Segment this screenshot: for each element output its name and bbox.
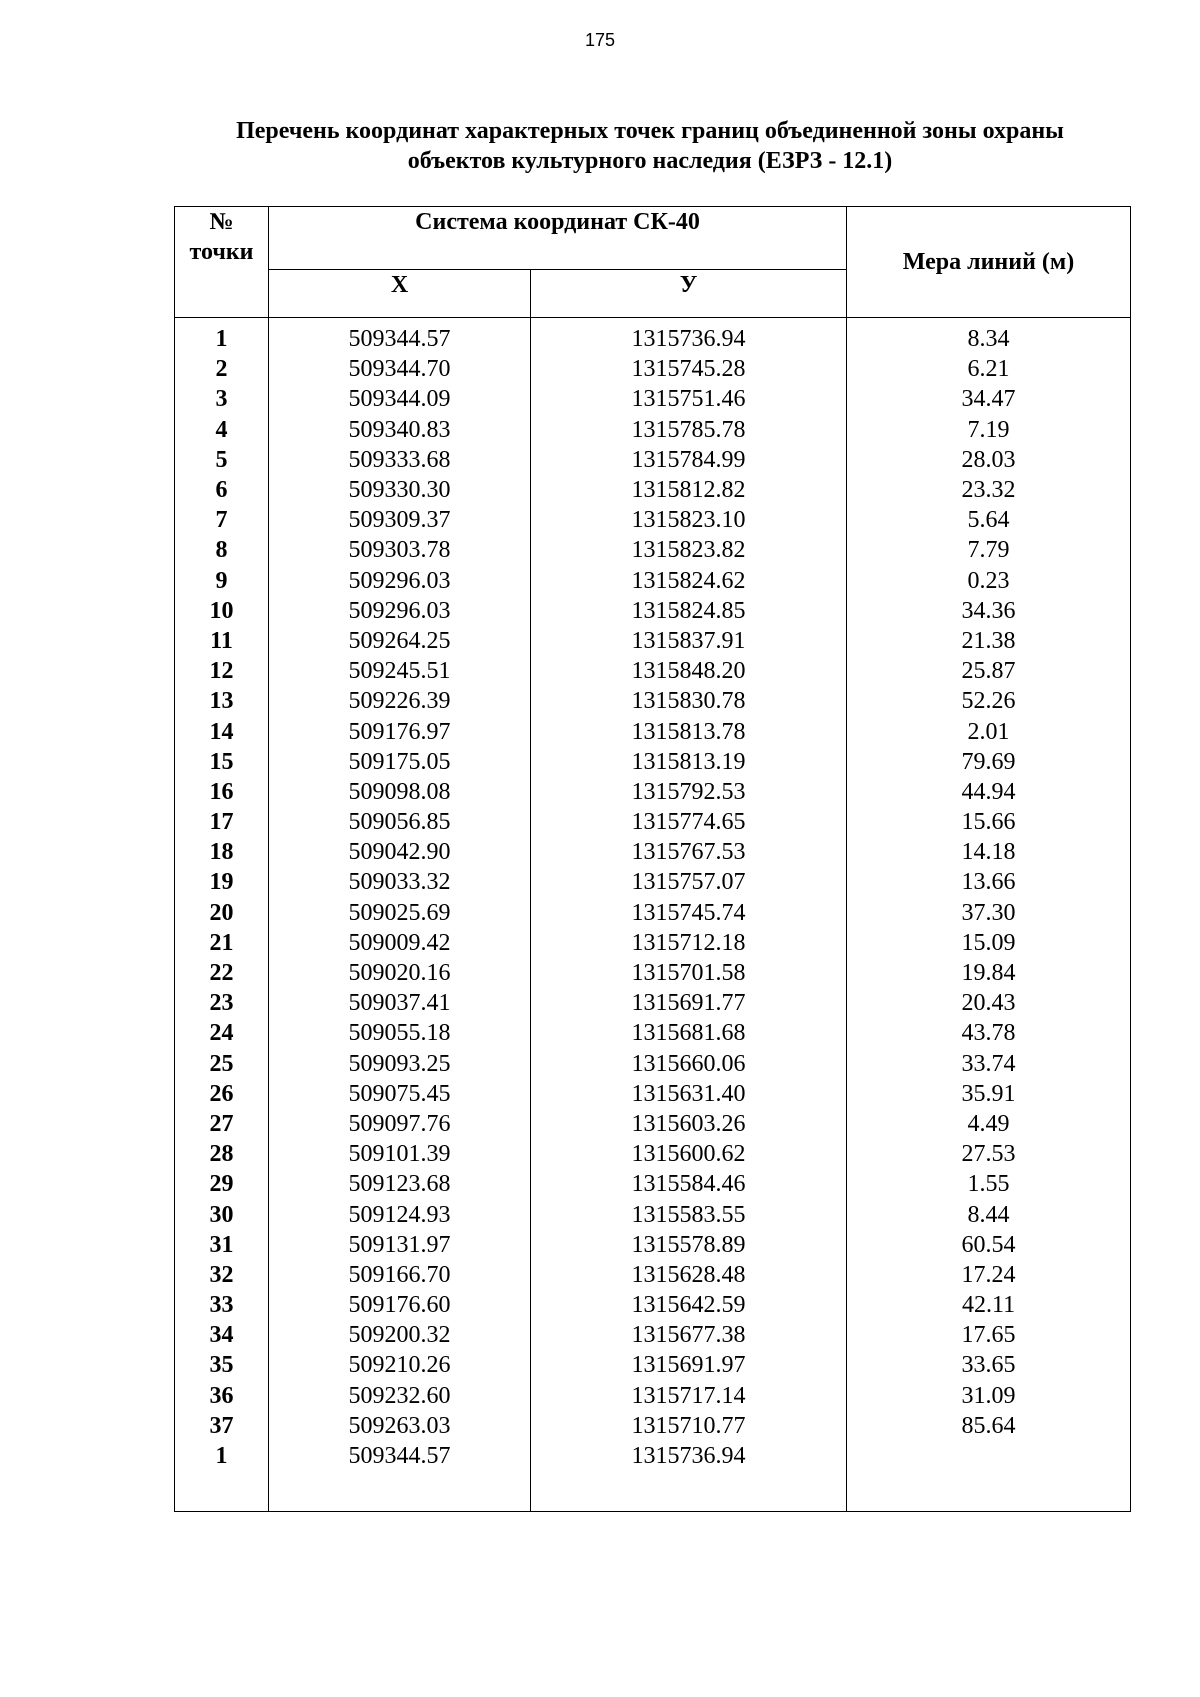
x-coordinate-cell: 509124.93 [269, 1199, 531, 1229]
line-length-cell: 4.49 [847, 1109, 1131, 1139]
table-row [175, 535, 1131, 565]
y-coordinate-cell: 1315848.20 [531, 656, 847, 686]
x-coordinate-cell: 509055.18 [269, 1018, 531, 1048]
point-number-cell: 2 [175, 354, 269, 384]
x-coordinate-cell: 509033.32 [269, 867, 531, 897]
table-row [175, 1049, 1131, 1079]
table-row [175, 1139, 1131, 1169]
x-coordinate-cell: 509200.32 [269, 1320, 531, 1350]
y-coordinate-cell: 1315677.38 [531, 1320, 847, 1350]
y-coordinate-cell: 1315751.46 [531, 384, 847, 414]
x-coordinate-cell: 509344.09 [269, 384, 531, 414]
y-coordinate-cell: 1315830.78 [531, 686, 847, 716]
line-length-cell: 20.43 [847, 988, 1131, 1018]
line-length-cell: 5.64 [847, 505, 1131, 535]
y-coordinate-cell: 1315837.91 [531, 626, 847, 656]
y-coordinate-cell: 1315813.19 [531, 747, 847, 777]
line-length-cell: 28.03 [847, 445, 1131, 475]
line-length-cell: 52.26 [847, 686, 1131, 716]
y-coordinate-cell: 1315784.99 [531, 445, 847, 475]
x-coordinate-cell: 509131.97 [269, 1230, 531, 1260]
table-row [175, 656, 1131, 686]
line-length-cell: 1.55 [847, 1169, 1131, 1199]
x-coordinate-cell: 509009.42 [269, 928, 531, 958]
table-row [175, 1320, 1131, 1350]
point-number-cell: 25 [175, 1049, 269, 1079]
table-row [175, 1290, 1131, 1320]
table-row [175, 626, 1131, 656]
table-row [175, 837, 1131, 867]
y-coordinate-cell: 1315681.68 [531, 1018, 847, 1048]
point-number-cell: 1 [175, 318, 269, 355]
x-coordinate-cell: 509344.57 [269, 1441, 531, 1471]
point-number-cell: 12 [175, 656, 269, 686]
spacer-cell [269, 1471, 531, 1512]
point-number-cell: 20 [175, 898, 269, 928]
line-length-cell: 6.21 [847, 354, 1131, 384]
page-number: 175 [584, 30, 616, 50]
spacer-cell [175, 1471, 269, 1512]
line-length-cell: 14.18 [847, 837, 1131, 867]
y-coordinate-cell: 1315823.82 [531, 535, 847, 565]
x-coordinate-cell: 509210.26 [269, 1350, 531, 1380]
header-y: У [531, 269, 847, 317]
line-length-cell: 25.87 [847, 656, 1131, 686]
y-coordinate-cell: 1315691.97 [531, 1350, 847, 1380]
line-length-cell: 33.74 [847, 1049, 1131, 1079]
line-length-cell: 8.34 [847, 318, 1131, 355]
y-coordinate-cell: 1315745.74 [531, 898, 847, 928]
point-number-cell: 26 [175, 1079, 269, 1109]
table-row [175, 1018, 1131, 1048]
line-length-cell: 7.79 [847, 535, 1131, 565]
table-row [175, 1079, 1131, 1109]
table-row [175, 354, 1131, 384]
point-number-cell: 29 [175, 1169, 269, 1199]
x-coordinate-cell: 509101.39 [269, 1139, 531, 1169]
line-length-cell: 34.36 [847, 596, 1131, 626]
point-number-cell: 13 [175, 686, 269, 716]
point-number-cell: 27 [175, 1109, 269, 1139]
y-coordinate-cell: 1315583.55 [531, 1199, 847, 1229]
x-coordinate-cell: 509344.57 [269, 318, 531, 355]
line-length-cell: 17.24 [847, 1260, 1131, 1290]
point-number-cell: 9 [175, 566, 269, 596]
table-row [175, 1411, 1131, 1441]
spacer-cell [531, 1471, 847, 1512]
header-line-length: Мера линий (м) [847, 207, 1131, 318]
table-row [175, 475, 1131, 505]
line-length-cell: 17.65 [847, 1320, 1131, 1350]
x-coordinate-cell: 509025.69 [269, 898, 531, 928]
line-length-cell: 21.38 [847, 626, 1131, 656]
table-row [175, 1260, 1131, 1290]
coordinates-table [174, 206, 1131, 1512]
line-length-cell: 44.94 [847, 777, 1131, 807]
line-length-cell: 33.65 [847, 1350, 1131, 1380]
y-coordinate-cell: 1315578.89 [531, 1230, 847, 1260]
point-number-cell: 36 [175, 1381, 269, 1411]
y-coordinate-cell: 1315603.26 [531, 1109, 847, 1139]
x-coordinate-cell: 509226.39 [269, 686, 531, 716]
point-number-cell: 28 [175, 1139, 269, 1169]
x-coordinate-cell: 509020.16 [269, 958, 531, 988]
point-number-cell: 31 [175, 1230, 269, 1260]
table-row [175, 566, 1131, 596]
table-row [175, 384, 1131, 414]
table-row [175, 716, 1131, 746]
x-coordinate-cell: 509264.25 [269, 626, 531, 656]
header-x: X [269, 269, 531, 317]
line-length-cell: 27.53 [847, 1139, 1131, 1169]
table-row [175, 958, 1131, 988]
point-number-cell: 15 [175, 747, 269, 777]
point-number-cell: 37 [175, 1411, 269, 1441]
table-row [175, 747, 1131, 777]
point-number-cell: 1 [175, 1441, 269, 1471]
point-number-cell: 32 [175, 1260, 269, 1290]
point-number-cell: 4 [175, 415, 269, 445]
table-row [175, 318, 1131, 355]
point-number-cell: 16 [175, 777, 269, 807]
y-coordinate-cell: 1315736.94 [531, 318, 847, 355]
y-coordinate-cell: 1315774.65 [531, 807, 847, 837]
y-coordinate-cell: 1315600.62 [531, 1139, 847, 1169]
y-coordinate-cell: 1315785.78 [531, 415, 847, 445]
table-row [175, 867, 1131, 897]
header-coordinate-system: Система координат СК-40 [269, 207, 847, 270]
x-coordinate-cell: 509166.70 [269, 1260, 531, 1290]
y-coordinate-cell: 1315660.06 [531, 1049, 847, 1079]
x-coordinate-cell: 509245.51 [269, 656, 531, 686]
document-title-line-1: Перечень координат характерных точек границ объединенной зоны охраны [236, 118, 1064, 144]
y-coordinate-cell: 1315745.28 [531, 354, 847, 384]
y-coordinate-cell: 1315792.53 [531, 777, 847, 807]
table-row [175, 686, 1131, 716]
line-length-cell: 15.66 [847, 807, 1131, 837]
table-row [175, 1441, 1131, 1471]
table-row [175, 445, 1131, 475]
x-coordinate-cell: 509175.05 [269, 747, 531, 777]
point-number-cell: 24 [175, 1018, 269, 1048]
line-length-cell: 34.47 [847, 384, 1131, 414]
y-coordinate-cell: 1315767.53 [531, 837, 847, 867]
table-row [175, 898, 1131, 928]
table-row [175, 415, 1131, 445]
y-coordinate-cell: 1315584.46 [531, 1169, 847, 1199]
point-number-cell: 5 [175, 445, 269, 475]
line-length-cell: 85.64 [847, 1411, 1131, 1441]
x-coordinate-cell: 509232.60 [269, 1381, 531, 1411]
x-coordinate-cell: 509037.41 [269, 988, 531, 1018]
table-row [175, 777, 1131, 807]
table-row [175, 505, 1131, 535]
header-point-number-label: точки [189, 239, 254, 265]
line-length-cell: 13.66 [847, 867, 1131, 897]
y-coordinate-cell: 1315736.94 [531, 1441, 847, 1471]
x-coordinate-cell: 509123.68 [269, 1169, 531, 1199]
x-coordinate-cell: 509263.03 [269, 1411, 531, 1441]
table-row [175, 988, 1131, 1018]
line-length-cell: 37.30 [847, 898, 1131, 928]
table-row [175, 1350, 1131, 1380]
y-coordinate-cell: 1315701.58 [531, 958, 847, 988]
y-coordinate-cell: 1315823.10 [531, 505, 847, 535]
point-number-cell: 18 [175, 837, 269, 867]
x-coordinate-cell: 509309.37 [269, 505, 531, 535]
x-coordinate-cell: 509344.70 [269, 354, 531, 384]
point-number-cell: 11 [175, 626, 269, 656]
point-number-cell: 7 [175, 505, 269, 535]
x-coordinate-cell: 509176.60 [269, 1290, 531, 1320]
y-coordinate-cell: 1315717.14 [531, 1381, 847, 1411]
table-bottom-spacer [175, 1471, 1131, 1512]
table-row [175, 1230, 1131, 1260]
line-length-cell: 0.23 [847, 566, 1131, 596]
header-point-number [175, 207, 269, 318]
line-length-cell: 15.09 [847, 928, 1131, 958]
point-number-cell: 8 [175, 535, 269, 565]
table-body [175, 318, 1131, 1512]
line-length-cell: 60.54 [847, 1230, 1131, 1260]
table-row [175, 1199, 1131, 1229]
y-coordinate-cell: 1315824.85 [531, 596, 847, 626]
point-number-cell: 17 [175, 807, 269, 837]
x-coordinate-cell: 509042.90 [269, 837, 531, 867]
x-coordinate-cell: 509056.85 [269, 807, 531, 837]
y-coordinate-cell: 1315824.62 [531, 566, 847, 596]
line-length-cell: 31.09 [847, 1381, 1131, 1411]
point-number-cell: 22 [175, 958, 269, 988]
y-coordinate-cell: 1315712.18 [531, 928, 847, 958]
table-row [175, 1109, 1131, 1139]
spacer-cell [847, 1471, 1131, 1512]
x-coordinate-cell: 509097.76 [269, 1109, 531, 1139]
point-number-cell: 3 [175, 384, 269, 414]
document-title [150, 116, 1150, 176]
x-coordinate-cell: 509296.03 [269, 566, 531, 596]
line-length-cell: 23.32 [847, 475, 1131, 505]
line-length-cell: 8.44 [847, 1199, 1131, 1229]
x-coordinate-cell: 509340.83 [269, 415, 531, 445]
table-row [175, 928, 1131, 958]
x-coordinate-cell: 509176.97 [269, 716, 531, 746]
line-length-cell: 35.91 [847, 1079, 1131, 1109]
table-row [175, 596, 1131, 626]
x-coordinate-cell: 509075.45 [269, 1079, 531, 1109]
x-coordinate-cell: 509098.08 [269, 777, 531, 807]
table-row [175, 807, 1131, 837]
point-number-cell: 6 [175, 475, 269, 505]
line-length-cell: 43.78 [847, 1018, 1131, 1048]
table-header [175, 207, 1131, 318]
line-length-cell: 79.69 [847, 747, 1131, 777]
table-row [175, 1169, 1131, 1199]
header-point-number-symbol: № [209, 209, 234, 235]
point-number-cell: 33 [175, 1290, 269, 1320]
x-coordinate-cell: 509333.68 [269, 445, 531, 475]
document-title-line-2: объектов культурного наследия (ЕЗРЗ - 12.1) [407, 148, 893, 174]
y-coordinate-cell: 1315812.82 [531, 475, 847, 505]
line-length-cell: 7.19 [847, 415, 1131, 445]
line-length-cell [847, 1441, 1131, 1471]
line-length-cell: 19.84 [847, 958, 1131, 988]
y-coordinate-cell: 1315631.40 [531, 1079, 847, 1109]
point-number-cell: 10 [175, 596, 269, 626]
y-coordinate-cell: 1315757.07 [531, 867, 847, 897]
x-coordinate-cell: 509330.30 [269, 475, 531, 505]
point-number-cell: 34 [175, 1320, 269, 1350]
x-coordinate-cell: 509093.25 [269, 1049, 531, 1079]
point-number-cell: 35 [175, 1350, 269, 1380]
y-coordinate-cell: 1315813.78 [531, 716, 847, 746]
y-coordinate-cell: 1315710.77 [531, 1411, 847, 1441]
y-coordinate-cell: 1315691.77 [531, 988, 847, 1018]
point-number-cell: 23 [175, 988, 269, 1018]
line-length-cell: 2.01 [847, 716, 1131, 746]
x-coordinate-cell: 509296.03 [269, 596, 531, 626]
point-number-cell: 14 [175, 716, 269, 746]
point-number-cell: 30 [175, 1199, 269, 1229]
x-coordinate-cell: 509303.78 [269, 535, 531, 565]
line-length-cell: 42.11 [847, 1290, 1131, 1320]
point-number-cell: 19 [175, 867, 269, 897]
table-row [175, 1381, 1131, 1411]
y-coordinate-cell: 1315642.59 [531, 1290, 847, 1320]
point-number-cell: 21 [175, 928, 269, 958]
y-coordinate-cell: 1315628.48 [531, 1260, 847, 1290]
